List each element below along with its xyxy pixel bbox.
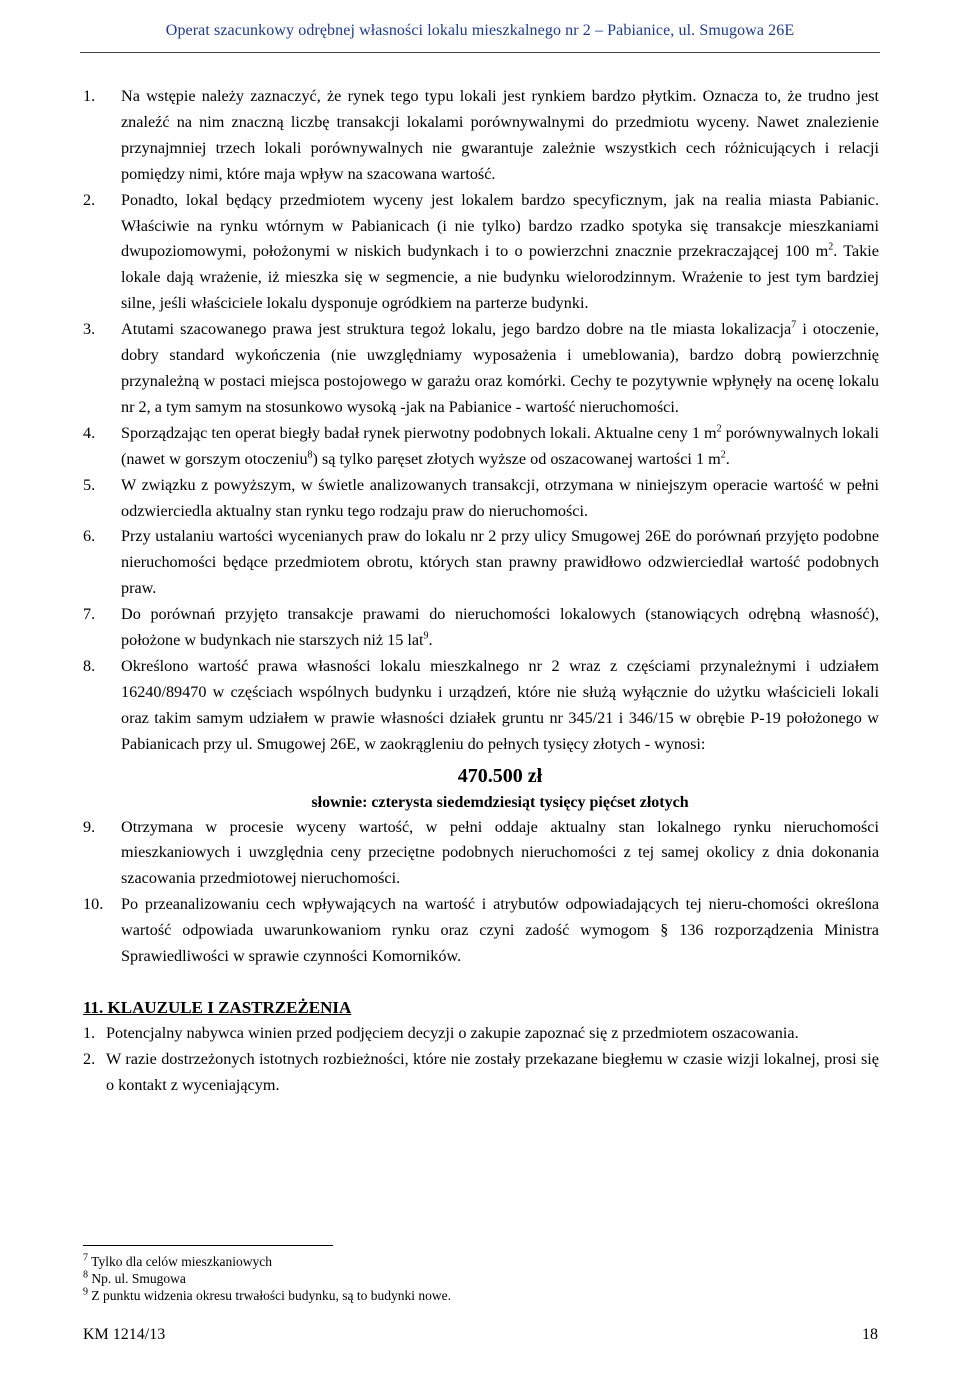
item-text: W razie dostrzeżonych istotnych rozbieżności, które nie zostały przekazane biegłemu w czasie wizji lokalnej, prosi się o kontakt z wyceniającym. [106,1049,879,1094]
superscript: 2 [720,449,726,461]
list-item [83,602,879,654]
list-item [83,892,879,970]
list-item [83,188,879,318]
footnote-ref[interactable]: 9 [423,630,429,642]
footnote: $^8$ Np. ul. Smugowa [83,1269,186,1286]
footnote-divider [83,1245,333,1246]
document-body [83,84,879,1099]
item-number: 8. [83,656,96,675]
item-text: Do porównań przyjęto transakcje prawami do nieruchomości lokalowych (stanowiących odrębną własność), położone w budynkach nie starszych niż 15 lat$^9$. [121,605,879,650]
list-item [83,654,879,758]
item-number: 10. [83,895,104,914]
item-number: 6. [83,527,96,546]
list-item [83,421,879,473]
header-divider [80,52,880,53]
footnote: $^7$ Tylko dla celów mieszkaniowych [83,1252,273,1269]
list-item [83,815,879,893]
case-number: KM 1214/13 [83,1326,166,1343]
item-number: 1. [83,87,96,105]
list-item [83,317,879,421]
item-text: Potencjalny nabywca winien przed podjęciem decyzji o zakupie zapoznać się z przedmiotem oszacowania. [106,1024,799,1042]
item-text: Ponadto, lokal będący przedmiotem wyceny jest lokalem bardzo specyficznym, jak na realia miasta Pabianic. Właściwie na rynku wtórnym w Pabianicach (i nie tylko) bardzo rzadko spotyka się transakcje mieszkaniami dwupoziomowymi, położonymi w niskich budynkach i to o powierzchni znacznie przekraczającej 100 $m^2$. Takie lokale dają wrażenie, iż mieszka się w segmencie, a nie budynku wielorodzinnym. Wrażenie to jest tym bardziej silne, jeśli właściciele lokalu dysponuje ogródkiem na parterze budynki. [121,190,879,313]
footnote-ref[interactable]: 7 [791,319,797,331]
item-text: W związku z powyższym, w świetle analizowanych transakcji, otrzymana w niniejszym operacie wartość w pełni odzwierciedla aktualny stan rynku tego rodzaju praw do nieruchomości. [121,475,879,520]
clause-item [83,1021,879,1047]
superscript: 2 [828,242,834,254]
valuation-amount: 470.500 zł [457,764,543,787]
clause-item [83,1047,879,1099]
item-number: 7. [83,605,96,624]
item-number: 5. [83,475,96,494]
superscript: 2 [716,423,722,435]
footnotes [83,1253,451,1304]
section-heading: 11. KLAUZULE I ZASTRZEŻENIA [83,998,352,1017]
list-item [83,84,879,188]
item-text: Sporządzając ten operat biegły badał rynek pierwotny podobnych lokali. Aktualne ceny 1 $m^2$ porównywalnych lokali (nawet w gorszym otoczeniu$^8$) są tylko paręset złotych wyższe od oszacowanej wartości 1 $m^2$. [121,423,879,468]
item-number: 2. [83,1049,96,1068]
item-number: 9. [83,817,96,836]
item-number: 3. [83,320,96,339]
item-text: Atutami szacowanego prawa jest struktura tegoż lokalu, jego bardzo dobre na tle miasta lokalizacja$^7$ i otoczenie, dobry standard wykończenia (nie uwzględniamy wyposażenia i umeblowania), bardzo dobrą powierzchnię przynależną w postaci miejsca postojowego w garażu oraz komórki. Cechy te pozytywnie wpłynęły na ocenę lokalu nr 2, a tym samym na stosunkowo wysoką -jak na Pabianice - wartość nieruchomości. [121,319,879,416]
list-item [83,524,879,602]
item-text: Na wstępie należy zaznaczyć, że rynek tego typu lokali jest rynkiem bardzo płytkim. Oznacza to, że trudno jest znaleźć na nim znaczną liczbę transakcji lokalami porównywalnymi do przedmiotu wyceny. Nawet znalezienie przynajmniej trzech lokali porównywalnych nie gwarantuje zależnie wszystkich cech różnicujących i relacji pomiędzy nimi, które maja wpływ na szacowana wartość. [121,87,879,183]
list-item [83,473,879,525]
page-number: 18 [862,1326,878,1343]
item-text: Przy ustalaniu wartości wycenianych praw do lokalu nr 2 przy ulicy Smugowej 26E do porównań przyjęto podobne nieruchomości będące przedmiotem obrotu, których stan prawny prawidłowo odzwierciedlał wartość podobnych praw. [121,527,879,598]
item-text: Określono wartość prawa własności lokalu mieszkalnego nr 2 wraz z częściami przynależnymi i udziałem 16240/89470 w częściach wspólnych budynku i urządzeń, które nie służą wyłącznie do użytku właścicieli lokali oraz takim samym udziałem w prawie własności działek gruntu nr 345/21 i 346/15 w obrębie P-19 położonego w Pabianicach przy ul. Smugowej 26E, w zaokrągleniu do pełnych tysięcy złotych - wynosi: [121,656,879,753]
item-number: 2. [83,190,96,209]
page-footer [83,1326,878,1344]
running-header: Operat szacunkowy odrębnej własności lokalu mieszkalnego nr 2 – Pabianice, ul. Smugowa 26E [165,22,795,39]
item-text: Po przeanalizowaniu cech wpływających na wartość i atrybutów odpowiadających tej nieru-chomości określona wartość odpowiada uwarunkowaniom rynku oraz czyni zadość wymogom § 136 rozporządzenia Ministra Sprawiedliwości w sprawie czynności Komorników. [121,895,879,966]
valuation-amount-words: słownie: czterysta siedemdziesiąt tysięcy pięćset złotych [311,793,689,811]
item-text: Otrzymana w procesie wyceny wartość, w pełni oddaje aktualny stan lokalnego rynku nieruchomości mieszkaniowych i uwzględnia ceny przeciętne podobnych nieruchomości z tej samej okolicy z dnia dokonania szacowania przedmiotowej nieruchomości. [121,817,879,888]
item-number: 1. [83,1024,96,1042]
footnote-ref[interactable]: 8 [307,449,313,461]
item-number: 4. [83,423,96,442]
footnote: $^9$ Z punktu widzenia okresu trwałości budynku, są to budynki nowe. [83,1286,451,1303]
